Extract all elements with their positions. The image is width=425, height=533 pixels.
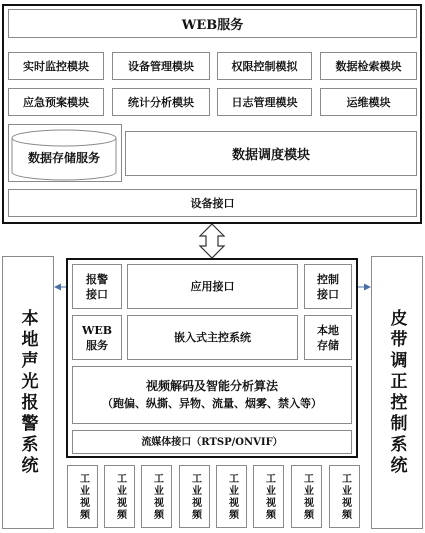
module-permission-control: 权限控制模拟 [217,52,312,80]
module-emergency-plan: 应急预案模块 [8,88,104,116]
camera-5 [216,465,247,528]
camera-8 [329,465,360,528]
local-storage: 本地 存储 [304,315,352,360]
camera-label: 工业视频 [301,472,313,521]
camera-4 [179,465,210,528]
module-operation: 运维模块 [320,88,417,116]
local-alarm-system-label: 本地声光报警系统 [17,308,38,477]
video-algo-detail: （跑偏、纵撕、异物、流量、烟雾、禁入等） [102,397,322,410]
belt-control-system-label: 皮带调正控制系统 [386,308,407,477]
alarm-interface: 报警 接口 [72,264,122,309]
camera-label: 工业视频 [189,472,201,521]
module-statistics: 统计分析模块 [112,88,210,116]
embedded-web-service: WEB 服务 [72,315,122,360]
camera-label: 工业视频 [77,472,89,521]
streaming-interface: 流媒体接口（RTSP/ONVIF） [72,430,352,454]
module-realtime-monitor: 实时监控模块 [8,52,104,80]
camera-2 [104,465,135,528]
application-interface: 应用接口 [127,264,298,309]
data-storage-service: 数据存储服务 [27,151,100,165]
module-device-management: 设备管理模块 [112,52,210,80]
camera-label: 工业视频 [263,472,275,521]
camera-7 [291,465,322,528]
camera-6 [253,465,284,528]
camera-1 [67,465,98,528]
camera-label: 工业视频 [226,472,238,521]
belt-correction-control-system [371,256,423,529]
video-algo-title: 视频解码及智能分析算法 [145,379,278,393]
control-interface: 控制 接口 [304,264,352,309]
local-alarm-system [2,256,54,529]
camera-label: 工业视频 [114,472,126,521]
device-interface: 设备接口 [8,189,417,217]
module-data-search: 数据检索模块 [320,52,417,80]
camera-3 [141,465,172,528]
data-dispatch-module: 数据调度模块 [125,131,417,176]
embedded-main-control: 嵌入式主控系统 [127,315,298,360]
web-service-title: WEB服务 [8,9,417,38]
module-log-management: 日志管理模块 [217,88,312,116]
video-analysis-algorithm [72,366,352,424]
camera-label: 工业视频 [339,472,351,521]
camera-label: 工业视频 [151,472,163,521]
